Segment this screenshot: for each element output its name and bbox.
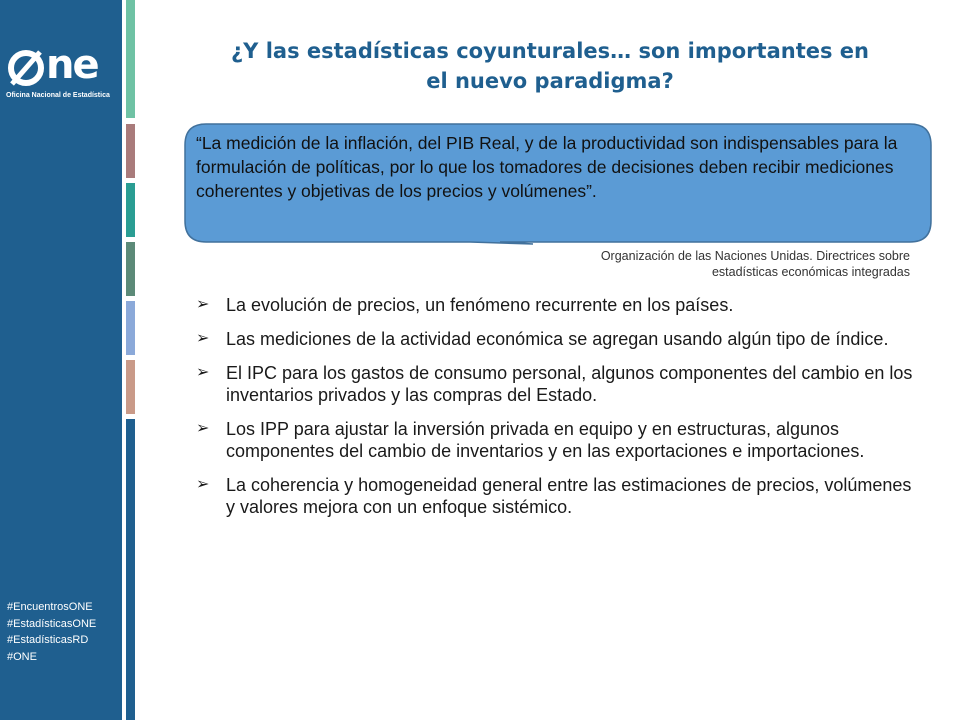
page-title-line: el nuevo paradigma? [426,69,674,93]
hashtag: #ONE [7,650,37,663]
color-stripe [126,360,135,414]
quote-source-line: Organización de las Naciones Unidas. Directrices sobre [600,249,910,263]
bullet-item [196,474,921,518]
quote-source [480,248,910,280]
bullet-text: La evolución de precios, un fenómeno recurrente en los países. [226,295,734,315]
page-title [185,36,915,96]
bullet-text: Los IPP para ajustar la inversión privada en equipo y en estructuras, algunos componentes del cambio de inventarios y en las exportaciones e importaciones. [226,419,865,461]
bullet-item [196,418,921,462]
quote-source-line: estadísticas económicas integradas [711,265,910,279]
bullet-text: Las mediciones de la actividad económica se agregan usando algún tipo de índice. [226,329,889,349]
logo-wordmark: ne [46,42,98,88]
color-stripe [126,0,135,118]
bullet-item [196,362,921,406]
color-stripe [126,183,135,237]
bullet-item [196,294,921,316]
color-stripes [126,0,135,720]
arrow-right-icon: ➢ [196,420,210,437]
one-logo [6,42,118,108]
quote-callout [184,123,932,243]
hashtag-list [7,599,96,665]
arrow-right-icon: ➢ [196,296,210,313]
arrow-right-icon: ➢ [196,476,210,493]
sidebar [0,0,122,720]
hashtag: #EncuentrosONE [7,601,93,613]
color-stripe [126,419,135,720]
one-logo-icon [6,48,46,88]
quote-text: “La medición de la inflación, del PIB Real, y de la productividad son indispensables para la formulación de políticas, por lo que los tomadores de decisiones deben recibir mediciones coherentes y objetivas de los precios y volúmenes”. [196,133,898,201]
hashtag: #EstadísticasONE [7,617,97,630]
bullet-list [196,294,921,530]
arrow-right-icon: ➢ [196,364,210,381]
bullet-text: La coherencia y homogeneidad general entre las estimaciones de precios, volúmenes y valores mejora con un enfoque sistémico. [226,475,912,517]
color-stripe [126,242,135,296]
bullet-text: El IPC para los gastos de consumo personal, algunos componentes del cambio en los inventarios privados y las compras del Estado. [226,363,913,405]
color-stripe [126,124,135,178]
bullet-item [196,328,921,350]
arrow-right-icon: ➢ [196,330,210,347]
color-stripe [126,301,135,355]
hashtag: #EstadísticasRD [7,634,89,646]
page-title-line: ¿Y las estadísticas coyunturales… son importantes en [231,39,869,63]
logo-subtitle: Oficina Nacional de Estadística [6,92,110,99]
